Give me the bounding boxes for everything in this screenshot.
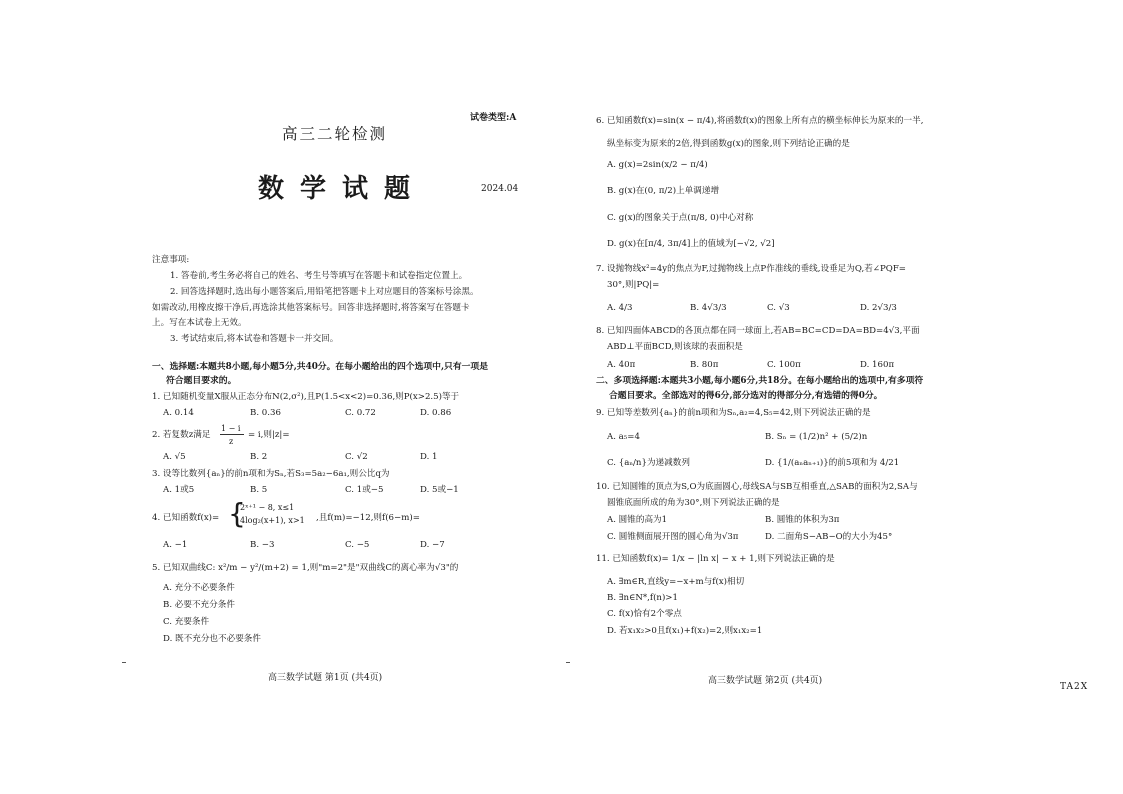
q11-option-b: B. ∃n∈N*,f(n)>1 (607, 593, 678, 603)
q4-case-2: 4log₂(x+1), x>1 (240, 516, 305, 525)
q1-option-b: B. 0.36 (250, 408, 281, 418)
notes-line: 2. 回答选择题时,选出每小题答案后,用铅笔把答题卡上对应题目的答案标号涂黑。 (170, 287, 479, 297)
q1-option-a: A. 0.14 (163, 408, 194, 418)
q6-stem-line2: 纵坐标变为原来的2倍,得到函数g(x)的图象,则下列结论正确的是 (607, 139, 850, 149)
q8-stem-line1: 8. 已知四面体ABCD的各顶点都在同一球面上,若AB=BC=CD=DA=BD=4√3,平面 (596, 326, 920, 336)
q4-option-b: B. −3 (250, 540, 275, 550)
q5-option-a: A. 充分不必要条件 (163, 583, 235, 593)
q9-option-a: A. a₅=4 (607, 432, 640, 442)
q8-option-c: C. 100π (767, 360, 801, 370)
q1-option-d: D. 0.86 (420, 408, 452, 418)
section2-heading-cont: 合题目要求。全部选对的得6分,部分选对的得部分分,有选错的得0分。 (609, 391, 883, 401)
q3-option-c: C. 1或−5 (345, 485, 384, 495)
q10-option-d: D. 二面角S−AB−O的大小为45° (765, 532, 893, 542)
q3-option-a: A. 1或5 (163, 485, 195, 495)
q5-option-b: B. 必要不充分条件 (163, 600, 235, 610)
notes-line: 上。写在本试卷上无效。 (152, 318, 247, 328)
q5-stem: 5. 已知双曲线C: x²/m − y²/(m+2) = 1,则"m=2"是"双曲线C的离心率为√3"的 (152, 563, 459, 573)
q6-stem-line1: 6. 已知函数f(x)=sin(x − π/4),将函数f(x)的图象上所有点的横坐标伸长为原来的一半, (596, 116, 924, 126)
notes-line: 3. 考试结束后,将本试卷和答题卡一并交回。 (170, 334, 339, 344)
footer-right: 高三数学试题 第2页 (共4页) (708, 676, 823, 686)
q1-stem: 1. 已知随机变量X服从正态分布N(2,σ²),且P(1.5<x<2)=0.36,则P(x>2.5)等于 (152, 392, 460, 402)
q10-option-c: C. 圆锥侧面展开图的圆心角为√3π (607, 532, 739, 542)
subject-title: 数学试题 (258, 174, 427, 204)
q6-option-b: B. g(x)在(0, π/2)上单调递增 (607, 186, 720, 196)
q10-option-a: A. 圆锥的高为1 (607, 515, 668, 525)
q2-stem: 2. 若复数z满足 (152, 430, 211, 440)
q8-option-d: D. 160π (860, 360, 895, 370)
q7-stem-line1: 7. 设抛物线x²=4y的焦点为F,过抛物线上点P作准线的垂线,设垂足为Q,若∠PQF= (596, 264, 907, 274)
q11-option-c: C. f(x)恰有2个零点 (607, 609, 682, 619)
q4-option-c: C. −5 (345, 540, 370, 550)
corner-code: TA2X (1060, 682, 1089, 692)
q4-option-a: A. −1 (163, 540, 188, 550)
q7-option-a: A. 4/3 (607, 303, 633, 313)
q3-option-b: B. 5 (250, 485, 268, 495)
q11-stem: 11. 已知函数f(x)= 1/x − |ln x| − x + 1,则下列说法正确的是 (596, 554, 835, 564)
exam-date: 2024.04 (481, 184, 519, 194)
q8-option-b: B. 80π (690, 360, 719, 370)
q3-stem: 3. 设等比数列{aₙ}的前n项和为Sₙ,若S₃=5a₂−6a₁,则公比q为 (152, 469, 390, 479)
q2-option-d: D. 1 (420, 452, 438, 462)
q7-option-d: D. 2√3/3 (860, 303, 897, 313)
q6-option-d: D. g(x)在[π/4, 3π/4]上的值域为[−√2, √2] (607, 239, 775, 249)
q9-option-b: B. Sₙ = (1/2)n² + (5/2)n (765, 432, 868, 442)
q4-stem-end: ,且f(m)=−12,则f(6−m)= (316, 513, 420, 523)
q4-stem: 4. 已知函数f(x)= (152, 513, 220, 523)
crop-mark (122, 662, 126, 663)
q7-stem-line2: 30°,则|PQ|= (607, 280, 660, 290)
q10-stem-line2: 圆锥底面所成的角为30°,则下列说法正确的是 (607, 498, 780, 508)
q2-option-b: B. 2 (250, 452, 268, 462)
q11-option-a: A. ∃m∈R,直线y=−x+m与f(x)相切 (607, 577, 745, 587)
notes-heading: 注意事项: (152, 255, 190, 265)
section1-heading: 一、选择题:本题共8小题,每小题5分,共40分。在每小题给出的四个选项中,只有一项是 (152, 362, 489, 372)
q8-stem-line2: ABD⊥平面BCD,则该球的表面积是 (607, 342, 743, 352)
q6-option-a: A. g(x)=2sin(x/2 − π/4) (607, 160, 708, 170)
q4-case-1: 2ˣ⁺¹ − 8, x≤1 (240, 503, 295, 512)
q2-option-c: C. √2 (345, 452, 368, 462)
section2-heading: 二、多项选择题:本题共3小题,每小题6分,共18分。在每小题给出的选项中,有多项符 (596, 376, 924, 386)
q8-option-a: A. 40π (607, 360, 636, 370)
q7-option-c: C. √3 (767, 303, 790, 313)
q3-option-d: D. 5或−1 (420, 485, 459, 495)
q9-option-d: D. {1/(aₙaₙ₊₁)}的前5项和为 4/21 (765, 458, 900, 468)
notes-line: 如需改动,用橡皮擦干净后,再选涂其他答案标号。回答非选择题时,将答案写在答题卡 (152, 303, 470, 313)
footer-left: 高三数学试题 第1页 (共4页) (268, 673, 383, 683)
q11-option-d: D. 若x₁x₂>0且f(x₁)+f(x₂)=2,则x₁x₂=1 (607, 626, 763, 636)
q2-stem-end: = i,则|z|= (248, 430, 290, 440)
q4-brace: { (228, 497, 246, 530)
q2-fraction-numerator: 1 − i (221, 424, 241, 433)
q9-option-c: C. {aₙ/n}为递减数列 (607, 458, 690, 468)
q2-option-a: A. √5 (163, 452, 186, 462)
q4-option-d: D. −7 (420, 540, 445, 550)
section1-heading-cont: 符合题目要求的。 (166, 376, 237, 386)
q7-option-b: B. 4√3/3 (690, 303, 727, 313)
q10-option-b: B. 圆锥的体积为3π (765, 515, 840, 525)
notes-line: 1. 答卷前,考生务必将自己的姓名、考生号等填写在答题卡和试卷指定位置上。 (170, 271, 468, 281)
q2-fraction-denominator: z (229, 437, 234, 446)
exam-type-label: 试卷类型:A (470, 113, 517, 123)
q2-fraction-bar (220, 434, 244, 435)
q10-stem-line1: 10. 已知圆锥的顶点为S,O为底面圆心,母线SA与SB互相垂直,△SAB的面积为2,SA与 (596, 482, 918, 492)
q1-option-c: C. 0.72 (345, 408, 376, 418)
crop-mark (566, 662, 570, 663)
q6-option-c: C. g(x)的图象关于点(π/8, 0)中心对称 (607, 213, 754, 223)
exam-name: 高三二轮检测 (282, 125, 388, 143)
q9-stem: 9. 已知等差数列{aₙ}的前n项和为Sₙ,a₂=4,S₅=42,则下列说法正确的是 (596, 408, 871, 418)
q5-option-d: D. 既不充分也不必要条件 (163, 634, 261, 644)
q5-option-c: C. 充要条件 (163, 617, 210, 627)
